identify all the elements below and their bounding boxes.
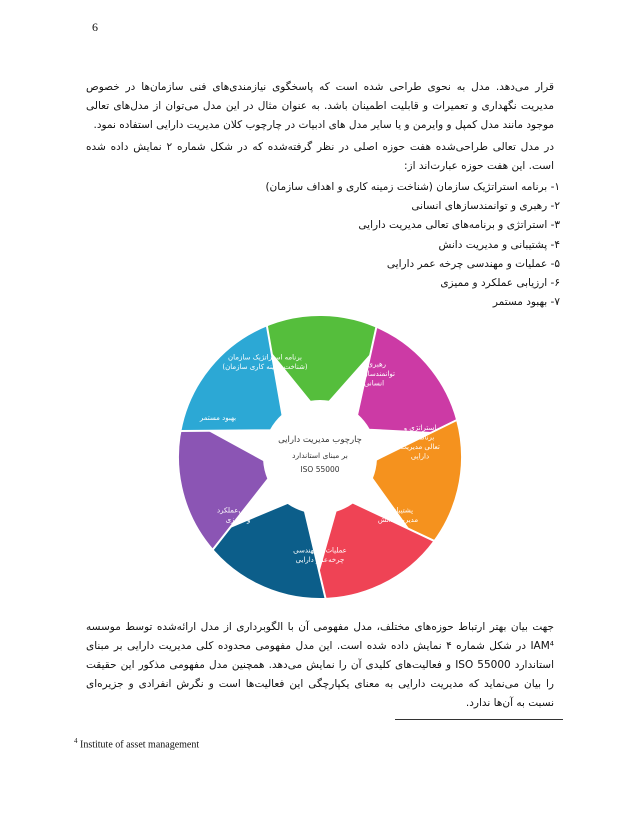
segment-label: پشتیبانی و bbox=[382, 506, 414, 515]
segment-label: تعالی مدیریت bbox=[400, 442, 440, 451]
center-standard: ISO 55000 bbox=[300, 465, 340, 474]
segment-label: عملیات و مهندسی bbox=[293, 546, 347, 555]
footnote-marker: 4 bbox=[74, 737, 78, 745]
segment-label: انسانی bbox=[363, 379, 385, 388]
segment-label: ارزیابی‌عملکرد bbox=[217, 506, 259, 515]
segment-label: رهبری و bbox=[361, 360, 387, 369]
paragraph-1: قرار می‌دهد. مدل به نحوی طراحی شده است که پاسخگوی نیازمندی‌های فنی سازمان‌ها در خصوص مدیریت نگهداری و تعمیرات و قابلیت اطمینان باشد. به عنوان مثال در این مدل می‌توان از مدل‌های تعالی موجود مانند مدل کمپل و وایرمن و یا سایر مدل های ادبیات در چارچوب کلان مدیریت دارایی استفاده نمود. bbox=[86, 81, 554, 131]
footnote-text: Institute of asset management bbox=[80, 739, 200, 751]
segment-label: برنامه‌های bbox=[405, 433, 435, 442]
segment-label: توانمندسازهای bbox=[353, 370, 395, 378]
list-item: ۲- رهبری و توانمندسازهای انسانی bbox=[411, 200, 560, 213]
segment-label: مدیریت دانش bbox=[377, 515, 419, 524]
list-item: ۴- پشتیبانی و مدیریت دانش bbox=[438, 238, 560, 251]
list-item: ۵- عملیات و مهندسی چرخه عمر دارایی bbox=[386, 257, 560, 270]
list-item: ۷- بهبود مستمر bbox=[492, 296, 560, 309]
framework-wheel bbox=[170, 312, 470, 602]
segment-label: دارایی bbox=[410, 452, 430, 461]
segment-label: استراتژی و bbox=[403, 423, 437, 432]
list-item: ۶- ارزیابی عملکرد و ممیزی bbox=[440, 277, 560, 290]
segment-label: (شناخت زمینه کاری سازمان) bbox=[222, 362, 308, 371]
areas-list bbox=[260, 178, 560, 312]
paragraph-2: در مدل تعالی طراحی‌شده هفت حوزه اصلی در نظر گرفته‌شده که در شکل شماره ۲ نمایش داده شده است. این هفت حوزه عبارت‌اند از: bbox=[86, 141, 554, 172]
footnote bbox=[74, 737, 199, 750]
framework-diagram bbox=[170, 312, 470, 602]
segment-label: چرخه‌عمر دارایی bbox=[295, 555, 345, 564]
center-subtitle: بر مبنای استاندارد bbox=[292, 451, 348, 460]
center-title: چارچوب مدیریت دارایی bbox=[278, 435, 362, 445]
paragraph-3: جهت بیان بهتر ارتباط حوزه‌های مختلف، مدل مفهومی آن با الگوبرداری از مدل ارائه‌شده توسط موسسه IAM⁴ در شکل شماره ۴ نمایش داده شده است. این مدل مفهومی محدوده کلی مدیریت دارایی بر مبنای استاندارد ISO 55000 و فعالیت‌های کلیدی آن را نمایش می‌دهد. همچنین مدل مفهومی مذکور این حقیقت را بیان می‌نماید که مدیریت دارایی به معنای یکپارچگی این فعالیت‌ها است و نگرش انفرادی و جزیره‌ای نسبت به آن‌ها ندارد. bbox=[86, 621, 554, 709]
list-item: ۳- استراتژی و برنامه‌های تعالی مدیریت دارایی bbox=[358, 219, 560, 232]
page-number: 6 bbox=[92, 20, 98, 34]
segment-label: برنامه استراتژیک سازمان bbox=[228, 353, 302, 362]
list-item: ۱- برنامه استراتژیک سازمان (شناخت زمینه کاری و اهداف سازمان) bbox=[265, 181, 560, 193]
footnote-divider bbox=[395, 719, 563, 720]
segment-label: بهبود مستمر bbox=[199, 414, 237, 422]
segment-label: و ممیزی bbox=[225, 515, 251, 524]
